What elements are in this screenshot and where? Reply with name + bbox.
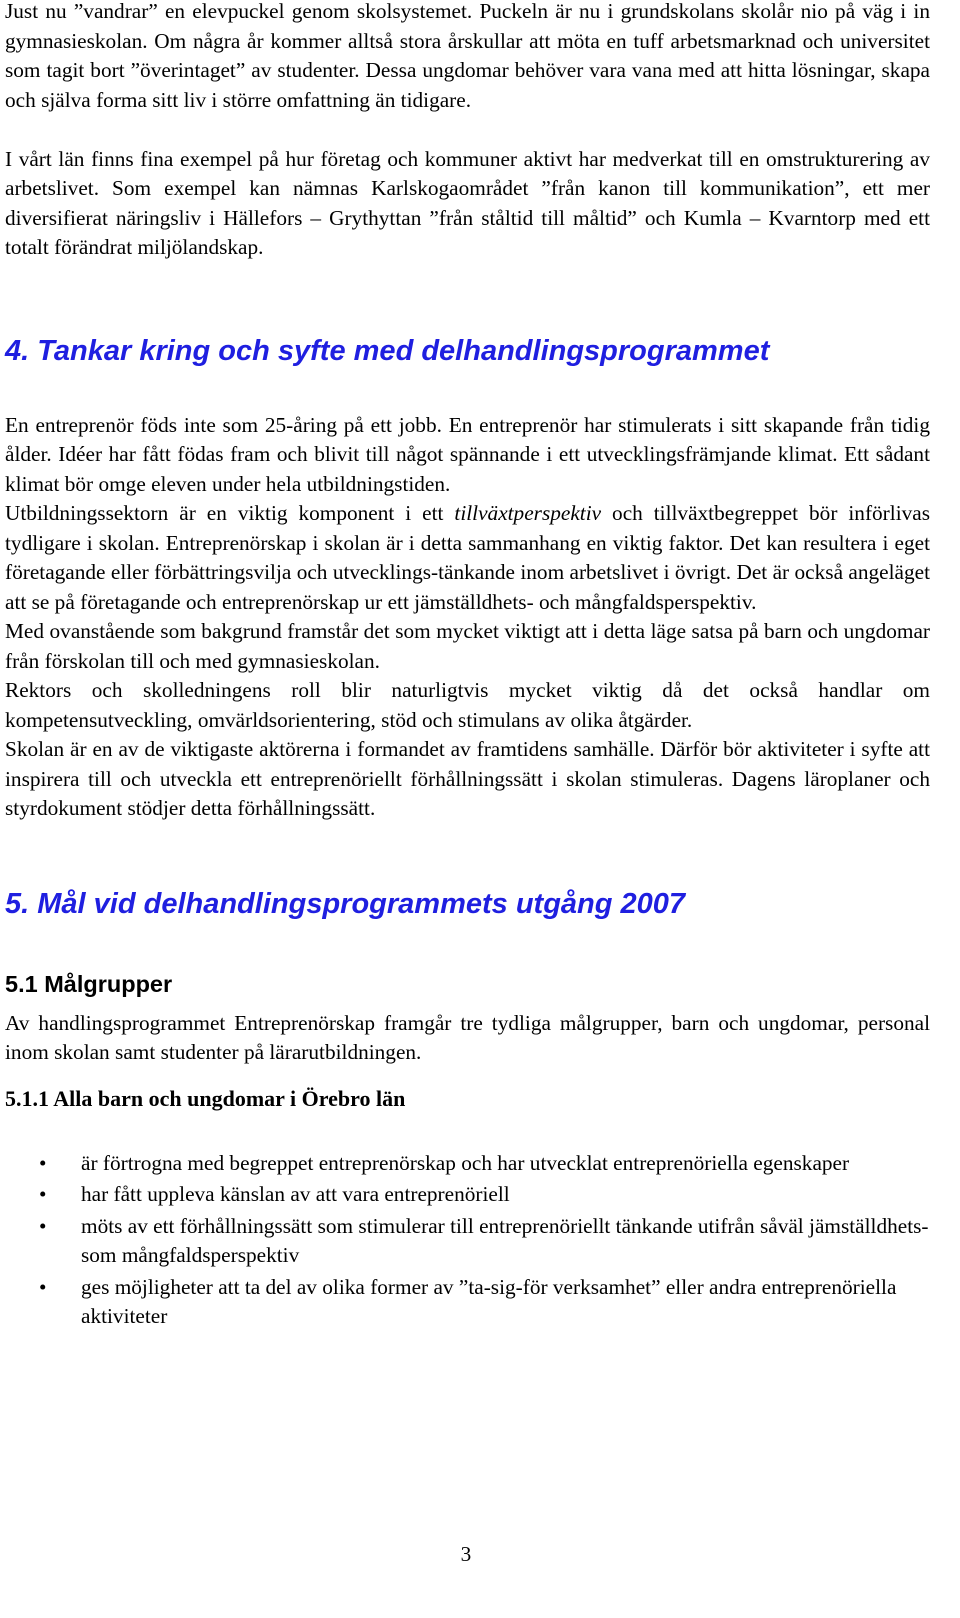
bullet-marker: • (39, 1274, 47, 1299)
document-page (5, 0, 930, 1334)
list-item (5, 1273, 930, 1332)
bullet-marker: • (39, 1213, 47, 1238)
section-4-heading: 4. Tankar kring och syfte med delhandlingsprogrammet (5, 334, 770, 367)
list-item-text: ges möjligheter att ta del av olika former av ”ta-sig-för verksamhet” eller andra entreprenöriella aktiviteter (81, 1274, 897, 1328)
list-item (5, 1180, 930, 1210)
bullet-marker: • (39, 1182, 47, 1206)
section-4-paragraph-1: En entreprenör föds inte som 25-åring på ett jobb. En entreprenör har stimulerats i sitt skapande från tidig ålder. Idéer har fått födas fram och blivit till något spännande i ett utvecklingsfrämjande klimat. Ett sådant klimat bör omge eleven under hela utbildningstiden. (5, 412, 930, 496)
list-item-text: möts av ett förhållningssätt som stimulerar till entreprenöriellt tänkande utifrån såväl jämställdhets- som mångfaldsperspektiv (81, 1213, 929, 1267)
section-4-paragraph-2-end: och tillväxtbegreppet bör införlivas tydligare i skolan. Entreprenörskap i skolan är i detta sammanhang en viktig faktor. Det kan resultera i eget företagande eller förbättringsvilja och utvecklings-tänkande inom arbetslivet i övrigt. Det är också angeläget att se på företagande och entreprenörskap ur ett jämställdhets- och mångfaldsperspektiv. (5, 501, 930, 614)
section-5-1-heading: 5.1 Målgrupper (5, 970, 173, 997)
list-item-text: har fått uppleva känslan av att vara entreprenöriell (81, 1182, 510, 1206)
section-5-1-1-heading: 5.1.1 Alla barn och ungdomar i Örebro län (5, 1085, 406, 1111)
section-4-paragraph-5: Skolan är en av de viktigaste aktörerna i formandet av framtidens samhälle. Därför bör aktiviteter i syfte att inspirera till och utveckla ett entreprenöriellt förhållningssätt i skolan stimuleras. Dagens läroplaner och styrdokument stödjer detta förhållningssätt. (5, 737, 930, 820)
section-4-paragraph-2-start: Utbildningssektorn är en viktig komponent i ett (5, 501, 455, 525)
list-item (5, 1212, 930, 1271)
target-goals-list (5, 1149, 930, 1332)
list-item-text: är förtrogna med begreppet entreprenörskap och har utvecklat entreprenöriella egenskaper (81, 1150, 850, 1175)
list-item (5, 1149, 930, 1179)
page-number: 3 (460, 1542, 472, 1566)
section-4-paragraph-3: Med ovanstående som bakgrund framstår det som mycket viktigt att i detta läge satsa på barn och ungdomar från förskolan till och med gymnasieskolan. (5, 619, 930, 673)
section-4-paragraph-2-italic: tillväxtperspektiv (454, 501, 602, 525)
intro-paragraph-1: Just nu ”vandrar” en elevpuckel genom skolsystemet. Puckeln är nu i grundskolans skolår nio på väg i in gymnasieskolan. Om några år kommer alltså stora årskullar att möta en tuff arbetsmarknad och universitet som tagit bort ”överintaget” av studenter. Dessa ungdomar behöver vara vana med att hitta lösningar, skapa och själva forma sitt liv i större omfattning än tidigare. (5, 0, 930, 112)
bullet-marker: • (39, 1150, 47, 1175)
section-5-1-paragraph: Av handlingsprogrammet Entreprenörskap framgår tre tydliga målgrupper, barn och ungdomar, personal inom skolan samt studenter på lärarutbildningen. (5, 1010, 930, 1064)
section-4-paragraph-4: Rektors och skolledningens roll blir naturligtvis mycket viktig då det också handlar om kompetensutveckling, omvärldsorientering, stöd och stimulans av olika åtgärder. (5, 678, 930, 732)
intro-paragraph-2: I vårt län finns fina exempel på hur företag och kommuner aktivt har medverkat till en omstrukturering av arbetslivet. Som exempel kan nämnas Karlskogaområdet ”från kanon till kommunikation”, ett mer diversifierat näringsliv i Hällefors – Grythyttan ”från ståltid till måltid” och Kumla – Kvarntorp med ett totalt förändrat miljölandskap. (5, 146, 930, 259)
section-4-paragraph-2 (5, 499, 930, 617)
section-5-heading: 5. Mål vid delhandlingsprogrammets utgång 2007 (5, 887, 686, 920)
